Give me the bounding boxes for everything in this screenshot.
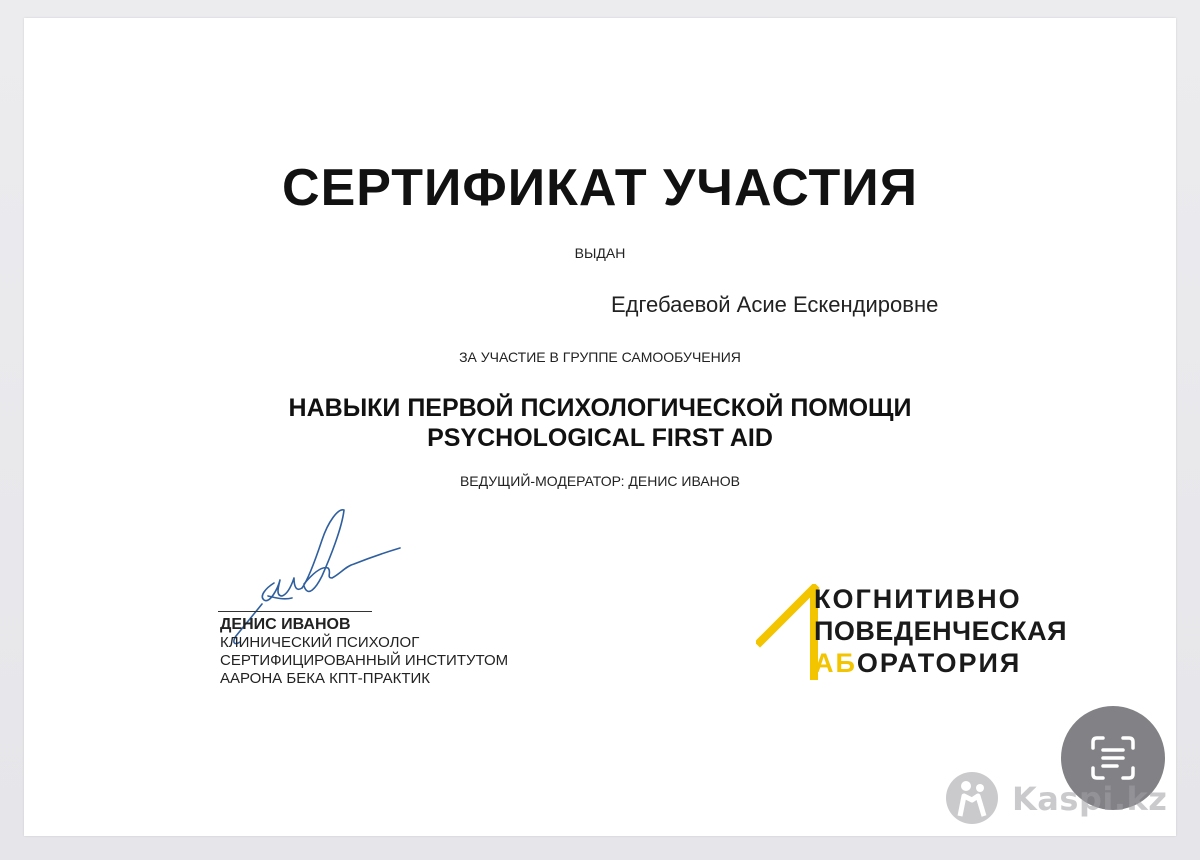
- signer-title-line2: СЕРТИФИЦИРОВАННЫЙ ИНСТИТУТОМ: [220, 652, 509, 669]
- lab-logo-line1: КОГНИТИВНО: [814, 584, 1022, 614]
- moderator-line: ВЕДУЩИЙ-МОДЕРАТОР: ДЕНИС ИВАНОВ: [459, 473, 741, 489]
- lab-logo-line2: ПОВЕДЕНЧЕСКАЯ: [814, 616, 1068, 646]
- signer-title-line1: КЛИНИЧЕСКИЙ ПСИХОЛОГ: [220, 634, 420, 651]
- watermark-text: Kaspi.kz: [1012, 780, 1168, 818]
- certificate-title: СЕРТИФИКАТ УЧАСТИЯ: [282, 159, 918, 217]
- signature-line: [218, 611, 372, 612]
- lab-logo-accent: АБ: [814, 648, 857, 678]
- signer-block: [220, 616, 508, 688]
- signer-title-line3: ААРОНА БЕКА КПТ-ПРАКТИК: [220, 670, 430, 687]
- signer-name: ДЕНИС ИВАНОВ: [220, 616, 351, 633]
- course-title-ru: НАВЫКИ ПЕРВОЙ ПСИХОЛОГИЧЕСКОЙ ПОМОЩИ: [288, 394, 912, 422]
- course-title-en: PSYCHOLOGICAL FIRST AID: [427, 424, 773, 452]
- certificate-page: [24, 18, 1176, 836]
- kaspi-logo-icon: [944, 770, 1000, 826]
- kaspi-watermark: [944, 770, 1184, 826]
- lab-logo: [756, 584, 1086, 684]
- lab-logo-line3: [814, 648, 1021, 679]
- participation-label: ЗА УЧАСТИЕ В ГРУППЕ САМООБУЧЕНИЯ: [459, 349, 741, 365]
- recipient-name: Едгебаевой Асие Ескендировне: [611, 292, 939, 317]
- issued-label: ВЫДАН: [574, 245, 626, 261]
- lab-logo-line3-rest: ОРАТОРИЯ: [856, 648, 1022, 678]
- course-title: [24, 393, 1176, 453]
